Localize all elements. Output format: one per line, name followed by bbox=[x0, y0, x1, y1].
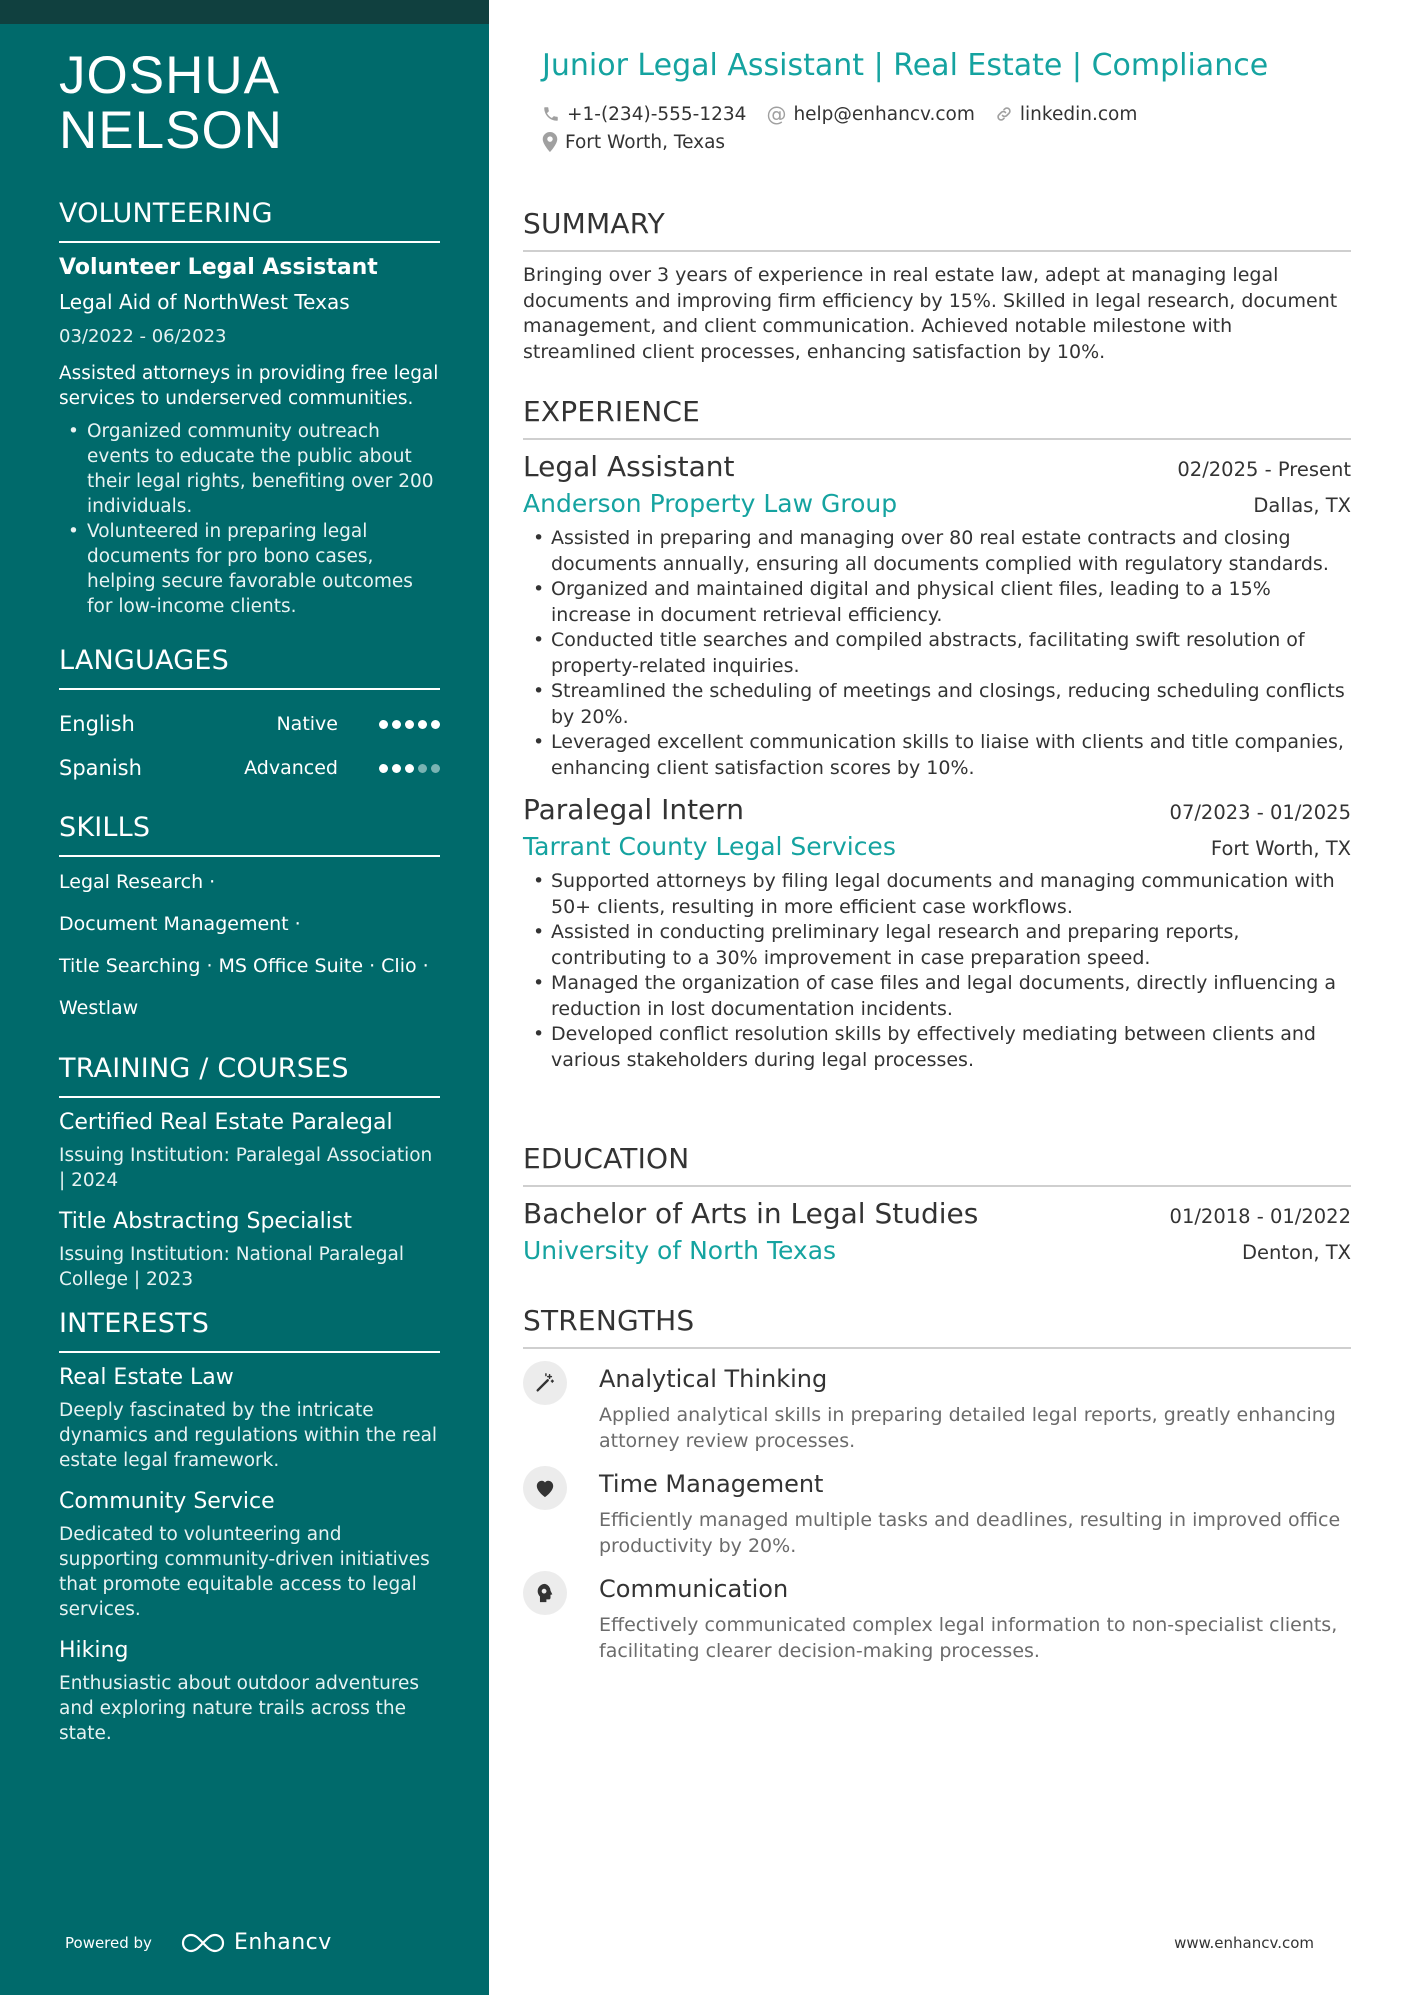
strength-title: Time Management bbox=[599, 1470, 824, 1498]
location-pin-icon bbox=[542, 132, 558, 152]
list-item: • Organized and maintained digital and physical client files, leading to a 15% increase in document retrieval efficiency. bbox=[523, 577, 1351, 628]
course-name: Title Abstracting Specialist bbox=[59, 1209, 352, 1234]
volunteering-section bbox=[59, 198, 440, 619]
strengths-heading: STRENGTHS bbox=[523, 1304, 1351, 1349]
last-name: NELSON bbox=[59, 101, 283, 160]
head-gear-icon bbox=[523, 1571, 567, 1615]
rating-dot-empty bbox=[431, 764, 440, 773]
language-name: Spanish bbox=[59, 756, 142, 780]
strengths-section bbox=[523, 1304, 1351, 1664]
first-name: JOSHUA bbox=[59, 46, 280, 105]
skills-section bbox=[59, 812, 440, 1029]
language-level: Advanced bbox=[244, 757, 338, 779]
volunteering-heading: VOLUNTEERING bbox=[59, 198, 440, 243]
list-item: • Volunteered in preparing legal documents for pro bono cases, helping secure favorable outcomes for low-income clients. bbox=[59, 519, 440, 619]
rating-dot-filled bbox=[431, 720, 440, 729]
linkedin-contact[interactable] bbox=[995, 104, 1137, 125]
interest-name: Real Estate Law bbox=[59, 1365, 234, 1390]
languages-heading: LANGUAGES bbox=[59, 645, 440, 690]
phone-contact[interactable] bbox=[542, 104, 746, 125]
email-contact[interactable] bbox=[766, 102, 974, 126]
job-company: Anderson Property Law Group bbox=[523, 489, 898, 518]
link-icon bbox=[995, 105, 1013, 123]
job-title: Paralegal Intern bbox=[523, 793, 745, 826]
skill-line: Title Searching · MS Office Suite · Clio · bbox=[59, 955, 429, 977]
interest-description: Deeply fascinated by the intricate dynamics and regulations within the real estate legal framework. bbox=[59, 1400, 438, 1471]
education-dates: 01/2018 - 01/2022 bbox=[1169, 1205, 1351, 1228]
volunteer-role: Volunteer Legal Assistant bbox=[59, 255, 378, 280]
list-item: • Assisted in preparing and managing over 80 real estate contracts and closing documents annually, ensuring all documents complied with regulatory standards. bbox=[523, 526, 1351, 577]
course-institution: Issuing Institution: National Paralegal College | 2023 bbox=[59, 1244, 405, 1290]
language-rating bbox=[368, 720, 440, 729]
phone-icon bbox=[542, 105, 560, 123]
degree: Bachelor of Arts in Legal Studies bbox=[523, 1197, 979, 1230]
course-institution: Issuing Institution: Paralegal Association | 2024 bbox=[59, 1145, 433, 1191]
language-row bbox=[59, 746, 440, 790]
at-sign-icon: @ bbox=[766, 102, 787, 126]
location-contact bbox=[542, 132, 725, 153]
skills-heading: SKILLS bbox=[59, 812, 440, 857]
email-text: help@enhancv.com bbox=[793, 103, 975, 125]
list-item: • Supported attorneys by filing legal documents and managing communication with 50+ clients, resulting in more efficient case workflows. bbox=[523, 869, 1351, 920]
volunteer-organization: Legal Aid of NorthWest Texas bbox=[59, 290, 350, 314]
enhancv-logo[interactable] bbox=[180, 1930, 332, 1955]
language-row bbox=[59, 702, 440, 746]
strength-title: Communication bbox=[599, 1575, 789, 1603]
summary-heading: SUMMARY bbox=[523, 207, 1351, 252]
language-level: Native bbox=[276, 713, 338, 735]
list-item: • Managed the organization of case files and legal documents, directly influencing a reduction in lost documentation incidents. bbox=[523, 971, 1351, 1022]
job-dates: 07/2023 - 01/2025 bbox=[1169, 801, 1351, 824]
job-bullets bbox=[523, 526, 1351, 781]
candidate-name bbox=[59, 48, 440, 158]
job-location: Dallas, TX bbox=[1253, 494, 1351, 517]
skill-line: Legal Research · bbox=[59, 871, 216, 893]
rating-dot-filled bbox=[379, 720, 388, 729]
enhancv-brand-name: Enhancv bbox=[233, 1930, 332, 1955]
volunteer-dates: 03/2022 - 06/2023 bbox=[59, 326, 227, 347]
list-item: • Streamlined the scheduling of meetings and closings, reducing scheduling conflicts by 20%. bbox=[523, 679, 1351, 730]
education-location: Denton, TX bbox=[1242, 1241, 1351, 1264]
sidebar-top-strip bbox=[0, 0, 489, 24]
job-company: Tarrant County Legal Services bbox=[523, 832, 896, 861]
strength-description: Effectively communicated complex legal information to non-specialist clients, facilitating clearer decision-making processes. bbox=[599, 1614, 1338, 1662]
contact-info bbox=[542, 100, 1342, 156]
magic-wand-icon bbox=[523, 1361, 567, 1405]
volunteer-description: Assisted attorneys in providing free legal services to underserved communities. bbox=[59, 363, 439, 409]
sidebar bbox=[0, 0, 489, 1995]
interests-heading: INTERESTS bbox=[59, 1308, 440, 1353]
headline: Junior Legal Assistant | Real Estate | Compliance bbox=[542, 48, 1269, 83]
skill-line: Document Management · bbox=[59, 913, 301, 935]
linkedin-text: linkedin.com bbox=[1019, 103, 1138, 125]
job-location: Fort Worth, TX bbox=[1210, 837, 1351, 860]
summary-text: Bringing over 3 years of experience in real estate law, adept at managing legal documents and improving firm efficiency by 15%. Skilled in legal research, document management, and client communication. Achieved notable milestone with streamlined client processes, enhancing satisfaction by 10%. bbox=[523, 264, 1338, 363]
volunteer-bullets bbox=[59, 419, 440, 619]
rating-dot-filled bbox=[418, 720, 427, 729]
powered-by bbox=[65, 1930, 332, 1955]
strength-item bbox=[523, 1575, 1351, 1664]
skill-line: Westlaw bbox=[59, 997, 139, 1019]
course-name: Certified Real Estate Paralegal bbox=[59, 1110, 393, 1135]
strength-description: Applied analytical skills in preparing detailed legal reports, greatly enhancing attorney review processes. bbox=[599, 1404, 1336, 1452]
school: University of North Texas bbox=[523, 1236, 837, 1265]
training-heading: TRAINING / COURSES bbox=[59, 1053, 440, 1098]
summary-section bbox=[523, 207, 1351, 365]
job-title: Legal Assistant bbox=[523, 450, 735, 483]
experience-heading: EXPERIENCE bbox=[523, 395, 1351, 440]
strength-title: Analytical Thinking bbox=[599, 1365, 828, 1393]
interest-description: Enthusiastic about outdoor adventures and exploring nature trails across the state. bbox=[59, 1673, 420, 1744]
interest-description: Dedicated to volunteering and supporting community-driven initiatives that promote equitable access to legal services. bbox=[59, 1524, 430, 1620]
job-entry bbox=[523, 450, 1351, 781]
rating-dot-filled bbox=[379, 764, 388, 773]
job-bullets bbox=[523, 869, 1351, 1073]
experience-section bbox=[523, 395, 1351, 1073]
education-heading: EDUCATION bbox=[523, 1142, 1351, 1187]
list-item: • Organized community outreach events to educate the public about their legal rights, benefiting over 200 individuals. bbox=[59, 419, 440, 519]
list-item: • Developed conflict resolution skills by effectively mediating between clients and various stakeholders during legal processes. bbox=[523, 1022, 1351, 1073]
powered-by-label: Powered by bbox=[65, 1933, 152, 1952]
interest-name: Hiking bbox=[59, 1638, 129, 1663]
job-entry bbox=[523, 793, 1351, 1073]
heart-icon bbox=[523, 1466, 567, 1510]
interest-name: Community Service bbox=[59, 1489, 275, 1514]
list-item: • Conducted title searches and compiled abstracts, facilitating swift resolution of property-related inquiries. bbox=[523, 628, 1351, 679]
rating-dot-filled bbox=[405, 764, 414, 773]
languages-section bbox=[59, 645, 440, 790]
education-section bbox=[523, 1142, 1351, 1265]
rating-dot-filled bbox=[405, 720, 414, 729]
list-item: • Assisted in conducting preliminary legal research and preparing reports, contributing to a 30% improvement in case preparation speed. bbox=[523, 920, 1351, 971]
location-text: Fort Worth, Texas bbox=[565, 131, 726, 153]
footer-url[interactable]: www.enhancv.com bbox=[1174, 1934, 1314, 1952]
interests-section bbox=[59, 1308, 440, 1746]
rating-dot-empty bbox=[418, 764, 427, 773]
strength-description: Efficiently managed multiple tasks and deadlines, resulting in improved office productivity by 20%. bbox=[599, 1509, 1341, 1557]
strength-item bbox=[523, 1365, 1351, 1454]
language-rating bbox=[368, 764, 440, 773]
list-item: • Leveraged excellent communication skills to liaise with clients and title companies, enhancing client satisfaction scores by 10%. bbox=[523, 730, 1351, 781]
enhancv-logo-icon bbox=[180, 1932, 226, 1954]
rating-dot-filled bbox=[392, 764, 401, 773]
training-section bbox=[59, 1053, 440, 1292]
strength-item bbox=[523, 1470, 1351, 1559]
job-dates: 02/2025 - Present bbox=[1177, 458, 1351, 481]
phone-text: +1-(234)-555-1234 bbox=[567, 103, 747, 125]
language-name: English bbox=[59, 712, 135, 736]
rating-dot-filled bbox=[392, 720, 401, 729]
